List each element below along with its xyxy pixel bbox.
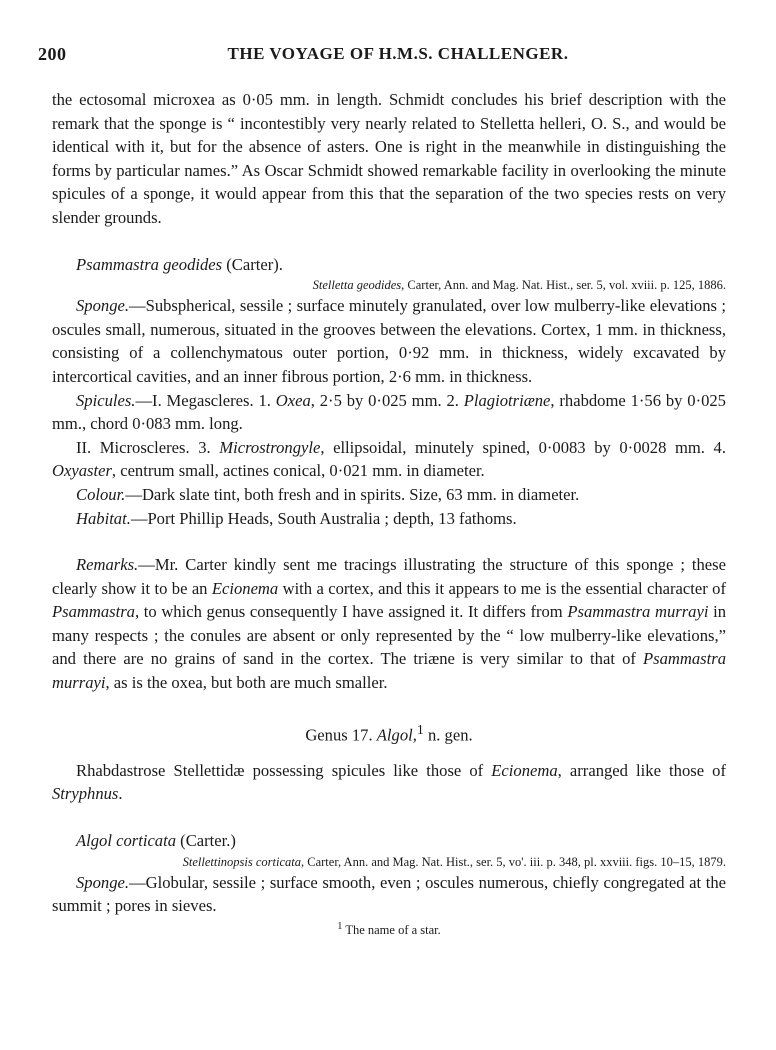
sponge-text: —Globular, sessile ; surface smooth, even ; oscules numerous, chiefly congregated at the summit ; pores in sieves. bbox=[52, 872, 726, 916]
sponge-label: Sponge. bbox=[76, 872, 129, 892]
spicules-microscleres bbox=[52, 436, 726, 483]
text-run: —Dark slate tint, both fresh and in spirits. Size, 63 mm. in diameter. bbox=[125, 484, 580, 504]
sponge-description bbox=[52, 294, 726, 388]
footnote-text: The name of a star. bbox=[342, 922, 441, 937]
synonym-name: Stelletta geodides bbox=[312, 278, 402, 293]
species-heading-algol bbox=[52, 829, 726, 853]
page-number: 200 bbox=[38, 44, 67, 64]
text-run: . bbox=[118, 784, 123, 804]
genus-diagnosis bbox=[52, 759, 726, 806]
spicules-megascleres bbox=[52, 389, 726, 436]
species-author: (Carter). bbox=[222, 254, 283, 274]
text-run: , centrum small, actines conical, 0·021 mm. in diameter. bbox=[111, 461, 485, 481]
synonym-reference bbox=[52, 276, 726, 294]
spicules-label: Spicules. bbox=[76, 390, 136, 410]
remarks-label: Remarks. bbox=[76, 555, 139, 575]
habitat-label: Habitat. bbox=[76, 508, 131, 528]
text-run: , 2·5 by 0·025 mm. 2. bbox=[310, 390, 464, 410]
colour-label: Colour. bbox=[76, 484, 126, 504]
running-header bbox=[38, 44, 728, 64]
text-run: Rhabdastrose Stellettidæ possessing spicules like those of bbox=[76, 760, 492, 780]
text-run: , rhabdome 1·56 by 0·025 mm., chord 0·083 mm. long. bbox=[52, 390, 726, 434]
habitat-line bbox=[52, 507, 726, 531]
term-microstrongyle: Microstrongyle bbox=[219, 437, 321, 457]
term-stryphnus: Stryphnus bbox=[52, 784, 119, 804]
genus-name: Algol, bbox=[376, 725, 417, 745]
paragraph-schmidt: the ectosomal microxea as 0·05 mm. in length. Schmidt concludes his brief description with the remark that the sponge is “ incontestibly very nearly related to Stelletta helleri, O. S., and would be identical with it, but for the absence of asters. One is right in the meanwhile in distinguishing the forms by particular names.” As Oscar Schmidt showed remarkable facility in overlooking the minute spicules of a sponge, it would appear from this that the separation of the two species rests on very slender grounds. bbox=[52, 90, 726, 227]
synonym-name: Stellettinopsis corticata bbox=[182, 854, 301, 869]
running-title: THE VOYAGE OF H.M.S. CHALLENGER. bbox=[227, 44, 569, 63]
footnote-marker: 1 bbox=[416, 721, 424, 737]
text-run: in many respects ; the conules are absent or only represented by the “ low mulberry-like elevations,” and there are no grains of sand in the cortex. The triæne is very similar to that of bbox=[52, 602, 726, 669]
remarks-paragraph bbox=[52, 553, 726, 695]
text-run: —Port Phillip Heads, South Australia ; depth, 13 fathoms. bbox=[130, 508, 517, 528]
text-run: II. Microscleres. 3. bbox=[76, 437, 220, 457]
synonym-citation: , Carter, Ann. and Mag. Nat. Hist., ser. 5, vo'. iii. p. 348, pl. xxviii. figs. 10–15, 1879. bbox=[301, 854, 726, 869]
species-name: Algol corticata bbox=[76, 830, 177, 850]
text-run: , as is the oxea, but both are much smaller. bbox=[105, 673, 388, 693]
term-psammastra-murrayi: Psammastra murrayi bbox=[567, 602, 709, 622]
text-run: n. gen. bbox=[423, 725, 473, 745]
footnote bbox=[52, 918, 726, 939]
sponge-text: —Subspherical, sessile ; surface minutely granulated, over low mulberry-like elevations ; oscules small, numerous, situated in the grooves between the elevations. Cortex, 1 mm. in thickness, consisting of a collenchymatous outer portion, 0·92 mm. in thickness, widely excavated by intercortical cavities, and an inner fibrous portion, 2·6 mm. in thickness. bbox=[52, 296, 726, 386]
sponge-description bbox=[52, 871, 726, 918]
term-oxyaster: Oxyaster bbox=[52, 461, 112, 481]
body-text bbox=[52, 88, 726, 939]
colour-line bbox=[52, 483, 726, 507]
term-ecionema: Ecionema bbox=[211, 578, 279, 598]
text-run: , arranged like those of bbox=[557, 760, 726, 780]
text-run: —I. Megascleres. 1. bbox=[135, 390, 276, 410]
species-author: (Carter.) bbox=[176, 830, 236, 850]
footnote-mark: 1 bbox=[337, 920, 343, 932]
term-oxea: Oxea bbox=[275, 390, 311, 410]
term-psammastra: Psammastra bbox=[52, 602, 135, 622]
sponge-label: Sponge. bbox=[76, 296, 129, 316]
term-psammastra-murrayi: Psammastra murrayi bbox=[52, 649, 726, 693]
text-run: —Mr. Carter kindly sent me tracings illustrating the structure of this sponge ; these clearly show it to be an bbox=[52, 555, 726, 598]
synonym-citation: , Carter, Ann. and Mag. Nat. Hist., ser. 5, vol. xviii. p. 125, 1886. bbox=[401, 278, 726, 293]
text-run: with a cortex, and this it appears to me is the essential character of bbox=[278, 578, 726, 598]
synonym-reference bbox=[52, 853, 726, 871]
text-run: Genus 17. bbox=[305, 725, 377, 745]
term-ecionema: Ecionema bbox=[491, 760, 558, 780]
term-plagiotriaene: Plagiotriæne bbox=[463, 390, 551, 410]
species-name: Psammastra geodides bbox=[76, 254, 223, 274]
genus-heading bbox=[52, 718, 726, 747]
species-heading-psammastra bbox=[52, 253, 726, 277]
text-run: , to which genus consequently I have assigned it. It differs from bbox=[134, 602, 568, 622]
text-run: , ellipsoidal, minutely spined, 0·0083 by 0·0028 mm. 4. bbox=[320, 437, 726, 457]
